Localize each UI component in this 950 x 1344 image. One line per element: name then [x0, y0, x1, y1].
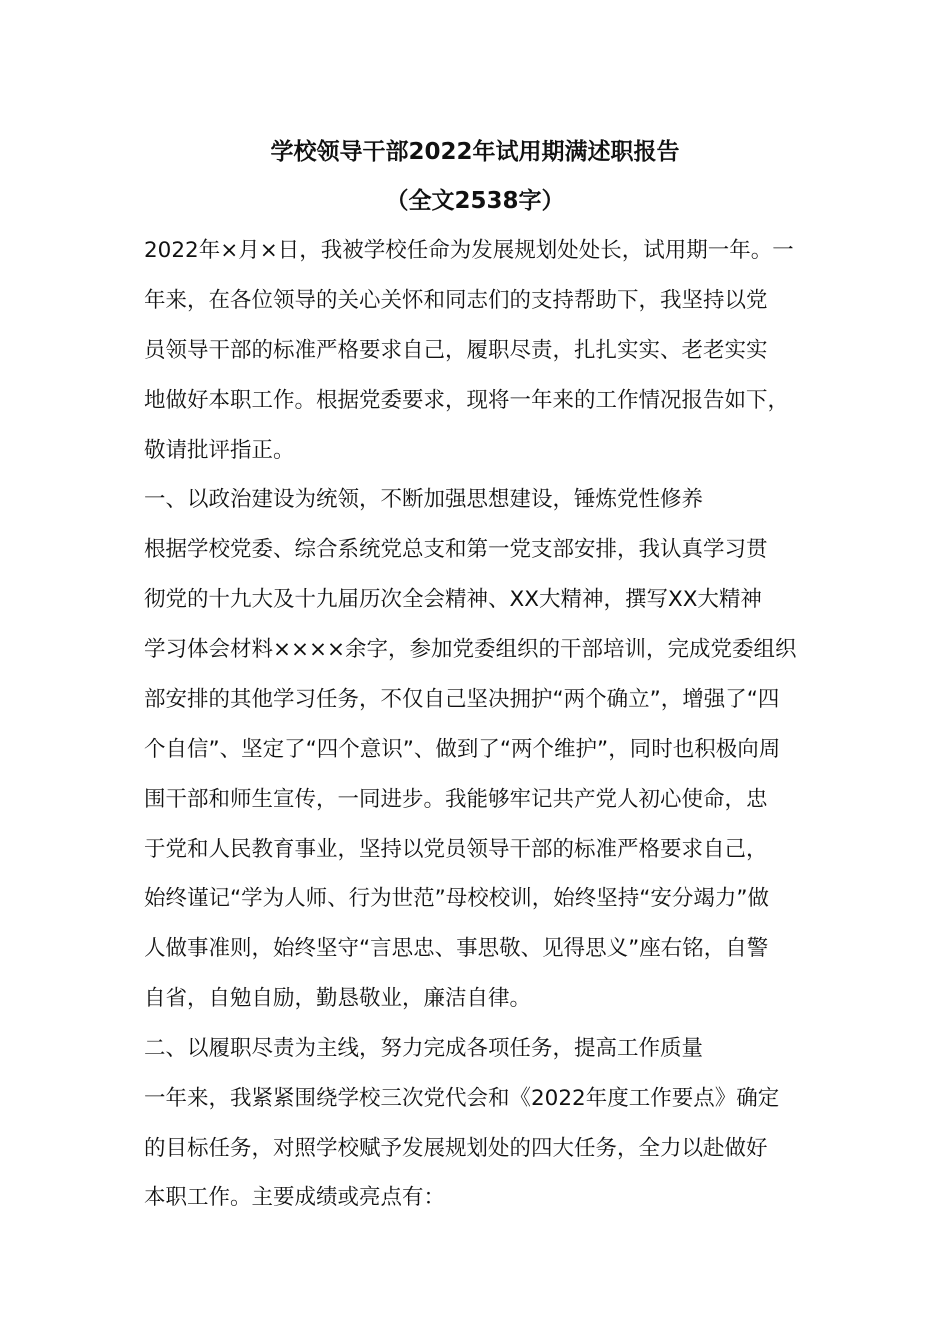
paragraph-line: 的目标任务，对照学校赋予发展规划处的四大任务，全力以赴做好	[144, 1136, 768, 1161]
paragraph-line: 部安排的其他学习任务，不仅自己坚决拥护“两个确立”，增强了“四	[144, 687, 780, 712]
document-title: 学校领导干部2022年试用期满述职报告	[270, 139, 680, 165]
document-subtitle: （全文2538字）	[385, 188, 565, 214]
paragraph-line: 2022年×月×日，我被学校任命为发展规划处处长，试用期一年。一	[144, 238, 794, 263]
paragraph-line: 围干部和师生宣传，一同进步。我能够牢记共产党人初心使命，忠	[144, 787, 768, 812]
paragraph-line: 人做事准则，始终坚守“言思忠、事思敬、见得思义”座右铭，自警	[144, 936, 769, 961]
paragraph-line: 始终谨记“学为人师、行为世范”母校校训，始终坚持“安分竭力”做	[144, 886, 770, 911]
section-heading: 二、以履职尽责为主线，努力完成各项任务，提高工作质量	[144, 1036, 704, 1061]
paragraph-line: 个自信”、坚定了“四个意识”、做到了“两个维护”，同时也积极向周	[144, 737, 781, 762]
paragraph-line: 年来，在各位领导的关心关怀和同志们的支持帮助下，我坚持以党	[144, 288, 768, 313]
paragraph-line: 一年来，我紧紧围绕学校三次党代会和《2022年度工作要点》确定	[144, 1086, 780, 1111]
paragraph-line: 学习体会材料××××余字，参加党委组织的干部培训，完成党委组织	[144, 637, 797, 662]
paragraph-line: 自省，自勉自励，勤恳敬业，廉洁自律。	[144, 986, 532, 1011]
paragraph-line: 于党和人民教育事业，坚持以党员领导干部的标准严格要求自己，	[144, 837, 768, 862]
paragraph-line: 地做好本职工作。根据党委要求，现将一年来的工作情况报告如下，	[144, 388, 790, 413]
paragraph-line: 敬请批评指正。	[144, 438, 295, 463]
section-heading: 一、以政治建设为统领，不断加强思想建设，锤炼党性修养	[144, 487, 704, 512]
paragraph-line: 彻党的十九大及十九届历次全会精神、XX大精神，撰写XX大精神	[144, 587, 762, 612]
paragraph-line: 根据学校党委、综合系统党总支和第一党支部安排，我认真学习贯	[144, 537, 768, 562]
paragraph-line: 员领导干部的标准严格要求自己，履职尽责，扎扎实实、老老实实	[144, 338, 768, 363]
paragraph-line: 本职工作。主要成绩或亮点有：	[144, 1185, 446, 1210]
